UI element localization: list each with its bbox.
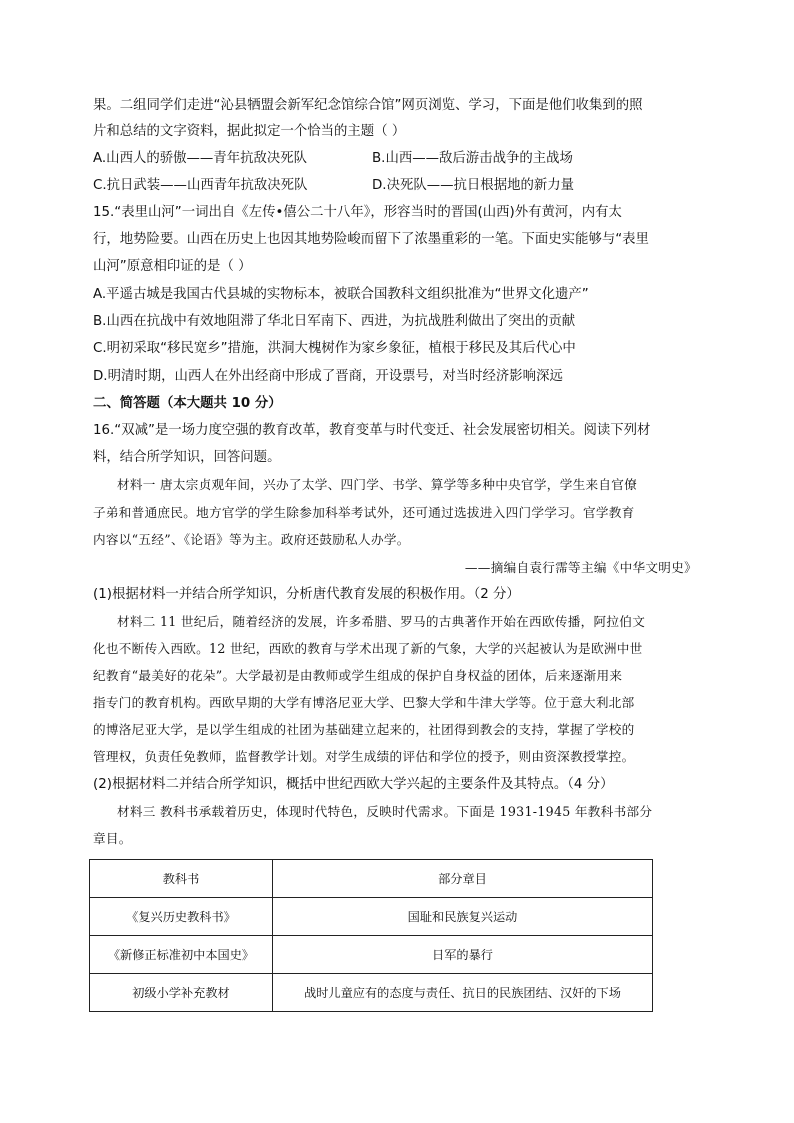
material-1-line: 内容以“五经”、《论语》等为主。政府还鼓励私人办学。 <box>93 532 410 547</box>
sub-question-2: (2)根据材料二并结合所学知识，概括中世纪西欧大学兴起的主要条件及其特点。（4 分） <box>93 777 614 792</box>
table-cell: 战时儿童应有的态度与责任、抗日的民族团结、汉奸的下场 <box>273 974 653 1012</box>
text-line: 果。二组同学们走进“沁县牺盟会新军纪念馆综合馆”网页浏览、学习，下面是他们收集到的照 <box>93 98 643 113</box>
material-2-line: 的博洛尼亚大学，是以学生组成的社团为基础建立起来的，社团得到教会的支持，掌握了学校的 <box>93 722 635 737</box>
textbook-table <box>89 859 653 1012</box>
material-1-source: ——摘编自袁行霈等主编《中华文明史》 <box>464 560 697 575</box>
table-header: 教科书 <box>90 860 273 898</box>
material-3-line: 章目。 <box>93 831 132 846</box>
table-cell: 日军的暴行 <box>273 936 653 974</box>
material-3-line: 材料三 教科书承载着历史，体现时代特色，反映时代需求。下面是 1931-1945 年教科书部分 <box>117 804 653 819</box>
option-b: B.山西——敌后游击战争的主战场 <box>372 151 573 166</box>
table-cell: 《复兴历史教科书》 <box>90 898 273 936</box>
option-d: D.决死队——抗日根据地的新力量 <box>372 178 575 193</box>
material-2-line: 纪教育“最美好的花朵”。大学最初是由教师或学生组成的保护自身权益的团体，后来逐渐用来 <box>93 668 623 683</box>
option-c: C.明初采取“移民宽乡”措施，洪洞大槐树作为家乡象征，植根于移民及其后代心中 <box>93 341 576 356</box>
text-line: 山河”原意相印证的是（ ） <box>93 259 252 274</box>
material-2-line: 管理权，负责任免教师，监督教学计划。对学生成绩的评估和学位的授予，则由资深教授掌控。 <box>93 749 635 764</box>
sub-question-1: (1)根据材料一并结合所学知识，分析唐代教育发展的积极作用。（2 分） <box>93 587 520 602</box>
table-row <box>90 898 653 936</box>
table-row <box>90 974 653 1012</box>
table-header-row <box>90 860 653 898</box>
option-b: B.山西在抗战中有效地阻滞了华北日军南下、西进，为抗战胜利做出了突出的贡献 <box>93 314 576 329</box>
material-1-line: 子弟和普通庶民。地方官学的学生除参加科举考试外，还可通过选拔进入四门学学习。官学教育 <box>93 505 635 520</box>
material-1-line: 材料一 唐太宗贞观年间，兴办了太学、四门学、书学、算学等多种中央官学，学生来自官僚 <box>117 477 638 492</box>
material-2-line: 材料二 11 世纪后，随着经济的发展，许多希腊、罗马的古典著作开始在西欧传播，阿拉伯文 <box>117 614 646 629</box>
option-a: A.平遥古城是我国古代县城的实物标本，被联合国教科文组织批准为“世界文化遗产” <box>93 287 589 302</box>
table-cell: 初级小学补充教材 <box>90 974 273 1012</box>
text-line: 片和总结的文字资料，据此拟定一个恰当的主题（ ） <box>93 124 406 139</box>
material-2-line: 指专门的教育机构。西欧早期的大学有博洛尼亚大学、巴黎大学和牛津大学等。位于意大利北部 <box>93 695 635 710</box>
table-cell: 国耻和民族复兴运动 <box>273 898 653 936</box>
text-line: 16.“双减”是一场力度空强的教育改革，教育变革与时代变迁、社会发展密切相关。阅读下列材 <box>93 423 651 438</box>
table-row <box>90 936 653 974</box>
section-heading: 二、简答题（本大题共 10 分） <box>93 396 282 411</box>
text-line: 15.“表里山河”一词出自《左传•僖公二十八年》，形容当时的晋国(山西)外有黄河，内有太 <box>93 205 622 220</box>
table-header: 部分章目 <box>273 860 653 898</box>
text-line: 料，结合所学知识，回答问题。 <box>93 450 281 465</box>
option-c: C.抗日武装——山西青年抗敌决死队 <box>93 178 308 193</box>
text-line: 行，地势险要。山西在历史上也因其地势险峻而留下了浓墨重彩的一笔。下面史实能够与“表里 <box>93 232 649 247</box>
material-2-line: 化也不断传入西欧。12 世纪，西欧的教育与学术出现了新的气象，大学的兴起被认为是欧洲中世 <box>93 641 643 656</box>
option-d: D.明清时期，山西人在外出经商中形成了晋商，开设票号，对当时经济影响深远 <box>93 369 563 384</box>
option-a: A.山西人的骄傲——青年抗敌决死队 <box>93 151 308 166</box>
table-cell: 《新修正标准初中本国史》 <box>90 936 273 974</box>
